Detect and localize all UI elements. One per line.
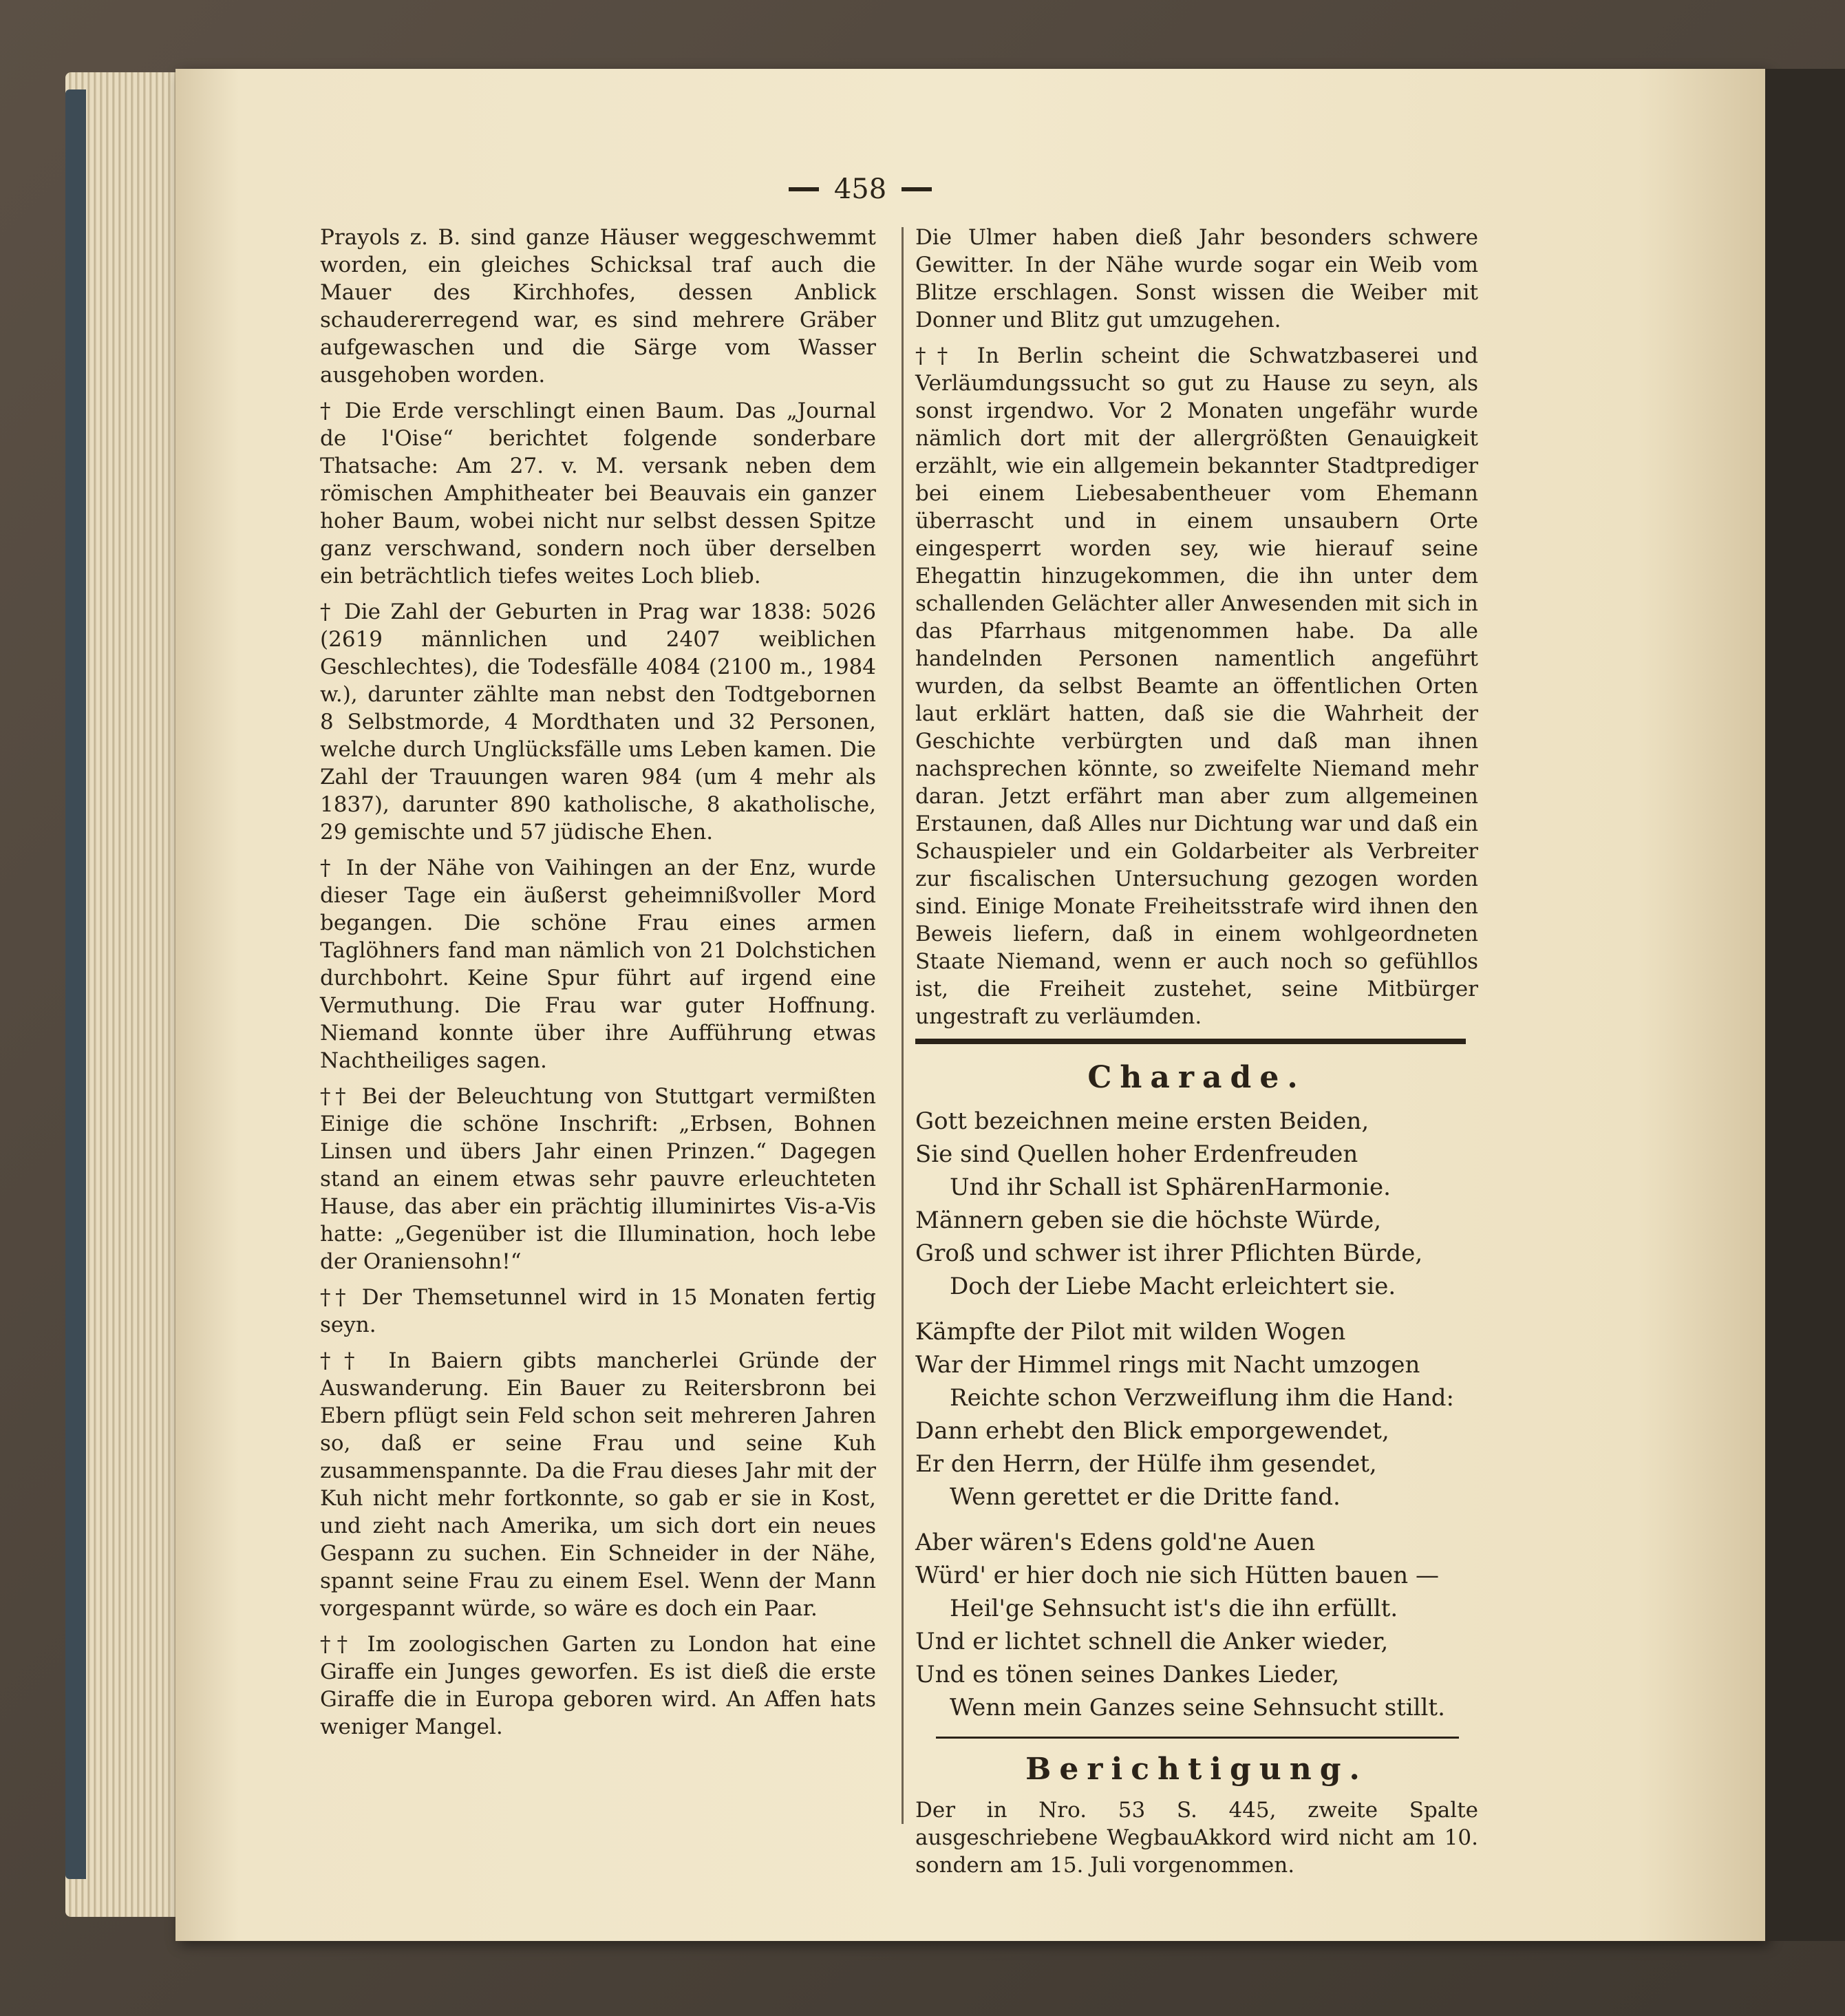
poem-line: Groß und schwer ist ihrer Pflichten Bürde, xyxy=(915,1240,1423,1267)
poem-line: Wenn gerettet er die Dritte fand. xyxy=(950,1483,1341,1511)
article-paragraph: † Die Zahl der Geburten in Prag war 1838: 5026 (2619 männlichen und 2407 weiblichen Geschlechtes), die Todesfälle 4084 (2100 m., 1984 w.), darunter zählte man nebst den Todtgebornen 8 Selbstmorde, 4 Mordthaten und 32 Personen, welche durch Unglücksfälle ums Leben kamen. Die Zahl der Trauungen waren 984 (um 4 mehr als 1837), darunter 890 katholische, 8 akatholische, 29 gemischte und 57 jüdische Ehen. xyxy=(320,600,876,845)
header-dash-left xyxy=(789,187,819,191)
poem-line: Er den Herrn, der Hülfe ihm gesendet, xyxy=(915,1450,1377,1478)
poem-line: Und er lichtet schnell die Anker wieder, xyxy=(915,1628,1389,1655)
poem-line: Reichte schon Verzweiflung ihm die Hand: xyxy=(950,1384,1454,1412)
section-rule xyxy=(936,1737,1459,1739)
right-column xyxy=(915,224,1478,1887)
poem-stanza xyxy=(915,1526,1478,1724)
article-paragraph: † Die Erde verschlingt einen Baum. Das „Journal de l'Oise“ berichtet folgende sonderbare Thatsache: Am 27. v. M. versank neben dem römischen Amphitheater bei Beauvais ein ganzer hoher Baum, wobei nicht nur selbst dessen Spitze ganz verschwand, sondern noch über derselben ein beträchtlich tiefes weites Loch blieb. xyxy=(320,399,876,588)
poem-line: Wenn mein Ganzes seine Sehnsucht stillt. xyxy=(950,1694,1445,1721)
article-paragraph: †† Im zoologischen Garten zu London hat eine Giraffe ein Junges geworfen. Es ist dieß die erste Giraffe die in Europa geboren wird. An Affen hats weniger Mangel. xyxy=(320,1632,876,1739)
article-paragraph: †† Der Themsetunnel wird in 15 Monaten fertig seyn. xyxy=(320,1285,876,1337)
poem-line: Kämpfte der Pilot mit wilden Wogen xyxy=(915,1318,1346,1346)
article-paragraph: Prayols z. B. sind ganze Häuser weggeschwemmt worden, ein gleiches Schicksal traf auch die Mauer des Kirchhofes, dessen Anblick schaudererregend war, es sind mehrere Gräber aufgewaschen und die Särge vom Wasser ausgehoben worden. xyxy=(320,225,876,388)
article-paragraph: † In der Nähe von Vaihingen an der Enz, wurde dieser Tage ein äußerst geheimnißvoller Mord begangen. Die schöne Frau eines armen Taglöhners fand man nämlich von 21 Dolchstichen durchbohrt. Keine Spur führt auf irgend eine Vermuthung. Die Frau war guter Hoffnung. Niemand konnte über ihre Aufführung etwas Nachtheiliges sagen. xyxy=(320,856,876,1073)
poem-line: Und ihr Schall ist SphärenHarmonie. xyxy=(950,1174,1391,1201)
poem-stanza xyxy=(915,1105,1478,1303)
poem-line: Würd' er hier doch nie sich Hütten bauen — xyxy=(915,1562,1439,1589)
poem-line: War der Himmel rings mit Nacht umzogen xyxy=(915,1351,1420,1379)
poem-line: Und es tönen seines Dankes Lieder, xyxy=(915,1661,1340,1688)
article-paragraph: †† Bei der Beleuchtung von Stuttgart vermißten Einige die schöne Inschrift: „Erbsen, Bohnen Linsen und übers Jahr einen Prinzen.“ Dagegen stand an einem etwas sehr pauvre erleuchteten Hause, das aber ein prächtig illuminirtes Vis-a-Vis hatte: „Gegenüber ist die Illumination, hoch lebe der Oraniensohn!“ xyxy=(320,1084,876,1274)
poem-line: Dann erhebt den Blick emporgewendet, xyxy=(915,1417,1389,1445)
facing-page-shadow xyxy=(1765,69,1845,1941)
article-paragraph: Die Ulmer haben dieß Jahr besonders schwere Gewitter. In der Nähe wurde sogar ein Weib vom Blitze erschlagen. Sonst wissen die Weiber mit Donner und Blitz gut umzugehen. xyxy=(915,225,1478,332)
article-paragraph: †† In Baiern gibts mancherlei Gründe der Auswanderung. Ein Bauer zu Reitersbronn bei Ebern pflügt sein Feld schon seit mehreren Jahren so, daß er seine Frau und seine Kuh zusammenspannte. Da die Frau dieses Jahr mit der Kuh nicht mehr fortkonnte, so gab er sie in Kost, und zieht nach Amerika, um sich dort ein neues Gespann zu suchen. Ein Schneider in der Nähe, spannt seine Frau zu einem Esel. Wenn der Mann vorgespannt würde, so wäre es doch ein Paar. xyxy=(320,1348,876,1621)
page-number: 458 xyxy=(833,173,887,205)
poem-line: Aber wären's Edens gold'ne Auen xyxy=(915,1529,1316,1556)
correction-text: Der in Nro. 53 S. 445, zweite Spalte ausgeschriebene WegbauAkkord wird nicht am 10. sondern am 15. Juli vorgenommen. xyxy=(915,1798,1478,1878)
page-header xyxy=(757,165,963,213)
poem-line: Sie sind Quellen hoher Erdenfreuden xyxy=(915,1140,1358,1168)
column-divider xyxy=(902,227,904,1824)
poem-line: Männern geben sie die höchste Würde, xyxy=(915,1207,1382,1234)
poem-line: Doch der Liebe Macht erleichtert sie. xyxy=(950,1273,1396,1300)
header-dash-right xyxy=(902,187,932,191)
charade-title: Charade. xyxy=(1087,1060,1306,1095)
poem-line: Heil'ge Sehnsucht ist's die ihn erfüllt. xyxy=(950,1595,1398,1622)
article-paragraph: †† In Berlin scheint die Schwatzbaserei und Verläumdungssucht so gut zu Hause zu seyn, als sonst irgendwo. Vor 2 Monaten ungefähr wurde nämlich dort mit der allergrößten Genauigkeit erzählt, wie ein allgemein bekannter Stadtprediger bei einem Liebesabentheuer vom Ehemann überrascht und in einem unsaubern Orte eingesperrt worden sey, wie hierauf seine Ehegattin hinzugekommen, die ihn unter dem schallenden Gelächter aller Anwesenden mit sich in das Pfarrhaus mitgenommen habe. Da alle handelnden Personen namentlich angeführt wurden, da selbst Beamte an öffentlichen Orten laut erklärt hatten, daß sie die Wahrheit der Geschichte verbürgten und daß man ihnen nachsprechen könnte, so zweifelte Niemand mehr daran. Jetzt erfährt man aber zum allgemeinen Erstaunen, daß Alles nur Dichtung war und daß ein Schauspieler und ein Goldarbeiter als Verbreiter zur fiscalischen Untersuchung gezogen worden sind. Einige Monate Freiheitsstrafe wird ihnen den Beweis liefern, daß in einem wohlgeordneten Staate Niemand, wenn er auch noch so gefühllos ist, die Freiheit zustehet, seine Mitbürger ungestraft zu verläumden. xyxy=(915,343,1478,1029)
poem-line: Gott bezeichnen meine ersten Beiden, xyxy=(915,1107,1369,1135)
section-rule xyxy=(915,1039,1466,1044)
poem-stanza xyxy=(915,1315,1478,1514)
left-column xyxy=(320,224,876,1749)
book-binding xyxy=(65,89,86,1879)
correction-title: Berichtigung. xyxy=(1025,1752,1368,1787)
